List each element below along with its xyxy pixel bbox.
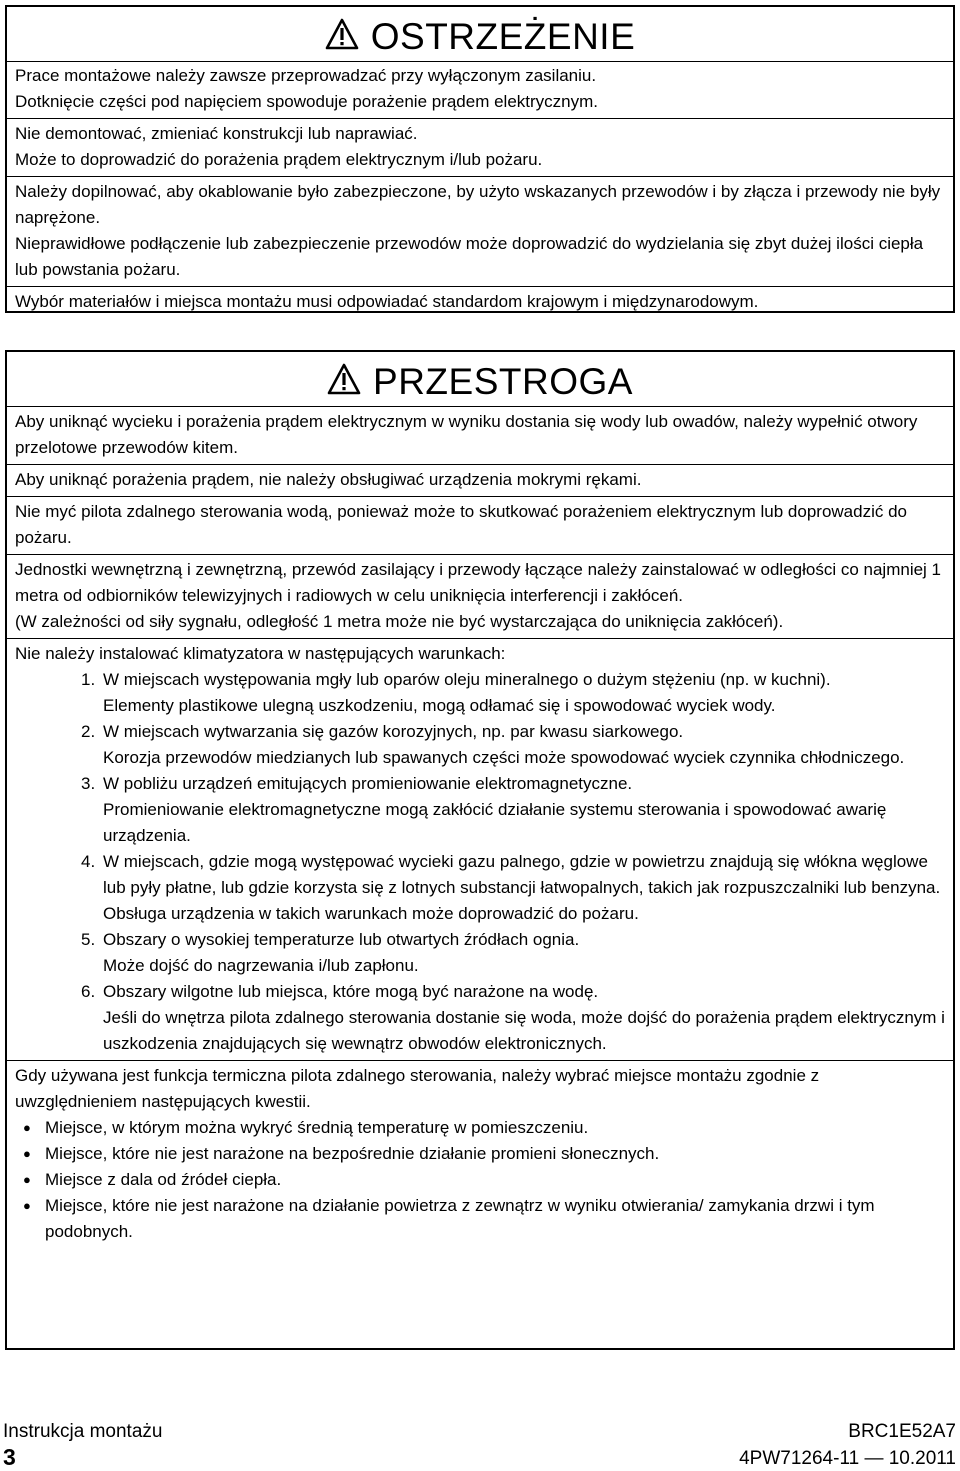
item-note: Promieniowanie elektromagnetyczne mogą zakłócić działanie systemu sterowania i spowodować awarię urządzenia.: [103, 800, 887, 845]
item-number: 3.: [81, 774, 96, 793]
item-text: Obszary o wysokiej temperaturze lub otwartych źródłach ognia.: [103, 930, 580, 949]
warning-line: Prace montażowe należy zawsze przeprowadzać przy wyłączonym zasilaniu.: [15, 66, 597, 85]
item-number: 5.: [81, 930, 96, 949]
bullet-item: [23, 1115, 945, 1141]
item-text: W pobliżu urządzeń emitujących promieniowanie elektromagnetyczne.: [103, 774, 633, 793]
warning-section-4: [7, 286, 953, 318]
warning-section-1: [7, 61, 953, 118]
caution-section-thermistor: [7, 1060, 953, 1248]
item-note: Jeśli do wnętrza pilota zdalnego sterowania dostanie się woda, może dojść do porażenia prądem elektrycznym i uszkodzenia znajdujących się wewnątrz obwodów elektronicznych.: [103, 1008, 945, 1053]
caution-text: Jednostki wewnętrzną i zewnętrzną, przewód zasilający i przewody łączące należy zainstalować w odległości co najmniej 1 metra od odbiorników telewizyjnych i radiowych w celu uniknięcia interferencji i zakłóceń.: [15, 560, 942, 605]
bullet-item: [23, 1141, 945, 1167]
document-code: 4PW71264-11 — 10.2011: [739, 1448, 956, 1469]
item-number: 4.: [81, 852, 96, 871]
item-text: W miejscach występowania mgły lub oparów oleju mineralnego o dużym stężeniu (np. w kuchni).: [103, 670, 831, 689]
caution-section-wet-hands: [7, 464, 953, 496]
bullet-item: [23, 1167, 945, 1193]
item-number: 6.: [81, 982, 96, 1001]
caution-section-conditions: [7, 638, 953, 1060]
item-text: W miejscach wytwarzania się gazów korozyjnych, np. par kwasu siarkowego.: [103, 722, 684, 741]
page-number: 3: [3, 1444, 16, 1470]
warning-line: Nie demontować, zmieniać konstrukcji lub naprawiać.: [15, 124, 418, 143]
caution-section-washing: [7, 496, 953, 554]
warning-line: Może to doprowadzić do porażenia prądem elektrycznym i/lub pożaru.: [15, 150, 543, 169]
item-text: Obszary wilgotne lub miejsca, które mogą być narażone na wodę.: [103, 982, 599, 1001]
caution-text: Aby uniknąć wycieku i porażenia prądem elektrycznym w wyniku dostania się wody lub owadów, należy wypełnić otwory przelotowe przewodów kitem.: [15, 412, 918, 457]
thermistor-bullets: [15, 1115, 945, 1245]
warning-title: OSTRZEŻENIE: [370, 15, 636, 57]
warning-section-2: [7, 118, 953, 176]
caution-text: Aby uniknąć porażenia prądem, nie należy obsługiwać urządzenia mokrymi rękami.: [15, 470, 642, 489]
bullet-item: [23, 1193, 945, 1245]
bullet-text: Miejsce z dala od źródeł ciepła.: [45, 1170, 282, 1189]
bullet-icon: ●: [23, 1146, 31, 1161]
warning-line: Nieprawidłowe podłączenie lub zabezpieczenie przewodów może doprowadzić do wydzielania się zbyt dużej ilości ciepła lub powstania pożaru.: [15, 234, 924, 279]
caution-box: [5, 350, 955, 1350]
list-item: [81, 979, 945, 1057]
warning-section-3: [7, 176, 953, 286]
list-item: [81, 927, 945, 979]
list-item: [81, 719, 945, 771]
thermistor-intro: Gdy używana jest funkcja termiczna pilota zdalnego sterowania, należy wybrać miejsce montażu zgodnie z uwzględnieniem następujących kwestii.: [15, 1066, 820, 1111]
warning-line: Dotknięcie części pod napięciem spowoduje porażenie prądem elektrycznym.: [15, 92, 599, 111]
item-number: 1.: [81, 670, 96, 689]
manual-title: Instrukcja montażu: [3, 1421, 163, 1442]
list-item: [81, 849, 945, 927]
caution-section-sealing: [7, 406, 953, 464]
warning-line: Należy dopilnować, aby okablowanie było zabezpieczone, by użyto wskazanych przewodów i by złącza i przewody nie były naprężone.: [15, 182, 941, 227]
caution-title: PRZESTROGA: [373, 360, 633, 402]
conditions-intro: Nie należy instalować klimatyzatora w następujących warunkach:: [15, 644, 506, 663]
bullet-icon: ●: [23, 1198, 31, 1213]
item-text: W miejscach, gdzie mogą występować wycieki gazu palnego, gdzie w powietrzu znajdują się włókna węglowe lub pyły płatne, lub gdzie korzysta się z lotnych substancji łatwopalnych, takich jak rozpuszczalniki lub benzyna.: [103, 852, 941, 897]
item-note: Może dojść do nagrzewania i/lub zapłonu.: [103, 956, 419, 975]
conditions-list: [15, 667, 945, 1057]
caution-text: Nie myć pilota zdalnego sterowania wodą, ponieważ może to skutkować porażeniem elektrycznym lub doprowadzić do pożaru.: [15, 502, 908, 547]
warning-line: Wybór materiałów i miejsca montażu musi odpowiadać standardom krajowym i międzynarodowym.: [15, 292, 759, 311]
warning-header: [7, 11, 953, 61]
caution-header: [7, 356, 953, 406]
item-note: Elementy plastikowe ulegną uszkodzeniu, mogą odłamać się i spowodować wyciek wody.: [103, 696, 776, 715]
warning-box: [5, 5, 955, 313]
item-number: 2.: [81, 722, 96, 741]
item-note: Korozja przewodów miedzianych lub spawanych części może spowodować wyciek czynnika chłodniczego.: [103, 748, 905, 767]
bullet-text: Miejsce, w którym można wykryć średnią temperaturę w pomieszczeniu.: [45, 1118, 589, 1137]
bullet-icon: ●: [23, 1172, 31, 1187]
model-number: BRC1E52A7: [848, 1421, 956, 1442]
warning-triangle-icon: [327, 363, 361, 395]
list-item: [81, 771, 945, 849]
bullet-icon: ●: [23, 1120, 31, 1135]
item-note: Obsługa urządzenia w takich warunkach może doprowadzić do pożaru.: [103, 904, 639, 923]
caution-text: (W zależności od siły sygnału, odległość 1 metra może nie być wystarczająca do uniknięcia zakłóceń).: [15, 612, 784, 631]
caution-section-interference: [7, 554, 953, 638]
bullet-text: Miejsce, które nie jest narażone na bezpośrednie działanie promieni słonecznych.: [45, 1144, 660, 1163]
list-item: [81, 667, 945, 719]
warning-triangle-icon: [325, 18, 359, 50]
bullet-text: Miejsce, które nie jest narażone na działanie powietrza z zewnątrz w wyniku otwierania/ zamykania drzwi i tym podobnych.: [45, 1196, 875, 1241]
